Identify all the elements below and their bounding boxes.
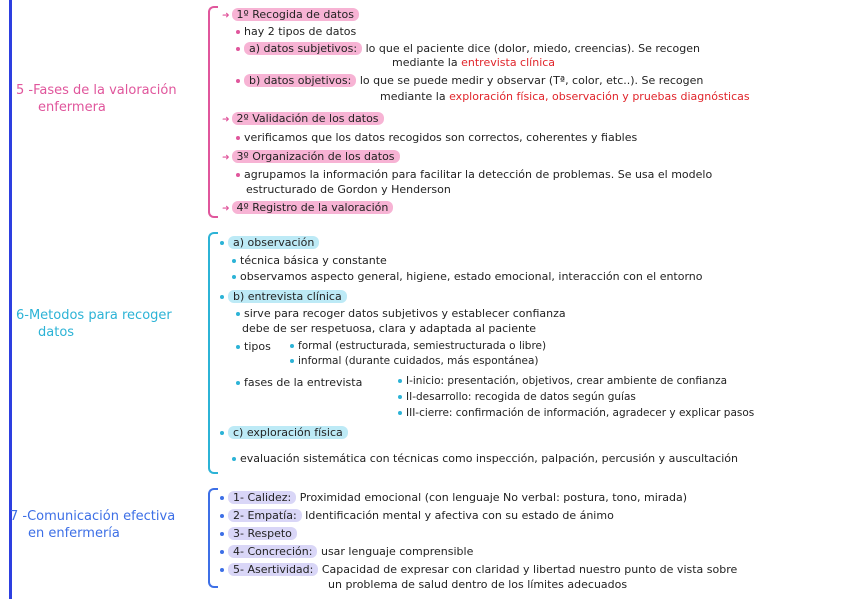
section-6-title-line2: datos xyxy=(38,325,75,340)
tipo-formal: formal (estructurada, semiestructurada o libre) xyxy=(290,339,546,353)
comm-item-5-line2: un problema de salud dentro de los límites adecuados xyxy=(328,578,628,591)
comm-item-2: 2- Empatía: Identificación mental y afectiva con su estado de ánimo xyxy=(220,509,614,523)
phase-4-heading: ➜ 4º Registro de la valoración xyxy=(222,201,393,216)
method-b-fases: fases de la entrevista xyxy=(236,376,362,390)
section-5-title-line1: 5 -Fases de la valoración xyxy=(16,83,177,98)
phase-1-line: hay 2 tipos de datos xyxy=(236,25,356,39)
comm-item-5: 5- Asertividad: Capacidad de expresar con claridad y libertad nuestro punto de vista sobre xyxy=(220,563,737,577)
comm-item-3: 3- Respeto xyxy=(220,527,297,541)
fase-cierre: III-cierre: confirmación de información, agradecer y explicar pasos xyxy=(398,406,754,420)
section-7-title-line2: en enfermería xyxy=(28,526,120,541)
section-6-title-line1: 6-Metodos para recoger xyxy=(16,308,172,323)
objective-data: b) datos objetivos: lo que se puede medir y observar (Tª, color, etc..). Se recogen xyxy=(236,74,703,88)
fase-desarrollo: II-desarrollo: recogida de datos según guías xyxy=(398,390,636,404)
comm-item-1: 1- Calidez: Proximidad emocional (con lenguaje No verbal: postura, tono, mirada) xyxy=(220,491,687,505)
subjective-data: a) datos subjetivos: lo que el paciente dice (dolor, miedo, creencias). Se recogen xyxy=(236,42,700,56)
phase-3-heading: ➜ 3º Organización de los datos xyxy=(222,150,400,165)
phase-2-heading: ➜ 2º Validación de los datos xyxy=(222,112,384,127)
method-c-line1: evaluación sistemática con técnicas como inspección, palpación, percusión y auscultación xyxy=(232,452,738,466)
method-a-heading: a) observación xyxy=(220,236,319,250)
section-7-title xyxy=(10,508,175,542)
method-a-line2: observamos aspecto general, higiene, estado emocional, interacción con el entorno xyxy=(232,270,703,284)
phase-1-heading: ➜ 1º Recogida de datos xyxy=(222,8,359,23)
phase-2-line: verificamos que los datos recogidos son correctos, coherentes y fiables xyxy=(236,131,637,145)
method-a-line1: técnica básica y constante xyxy=(232,254,387,268)
fase-inicio: I-inicio: presentación, objetivos, crear ambiente de confianza xyxy=(398,374,727,388)
section-7-brace xyxy=(208,488,218,588)
section-7-title-line1: 7 -Comunicación efectiva xyxy=(10,509,176,524)
method-b-heading: b) entrevista clínica xyxy=(220,290,347,304)
phase-3-line2: estructurado de Gordon y Henderson xyxy=(246,183,451,196)
tipo-informal: informal (durante cuidados, más espontánea) xyxy=(290,354,539,368)
section-5-title xyxy=(16,82,177,116)
section-6-title xyxy=(16,307,172,341)
section-5-title-line2: enfermera xyxy=(38,100,106,115)
section-5-brace xyxy=(208,6,218,218)
phase-3-line: agrupamos la información para facilitar la detección de problemas. Se usa el modelo xyxy=(236,168,712,182)
method-b-line1: sirve para recoger datos subjetivos y establecer confianza xyxy=(236,307,566,321)
comm-item-4: 4- Concreción: usar lenguaje comprensible xyxy=(220,545,473,559)
method-b-line2: debe de ser respetuosa, clara y adaptada al paciente xyxy=(242,322,537,335)
method-c-heading: c) exploración física xyxy=(220,426,348,440)
subjective-data-line2: mediante la entrevista clínica xyxy=(392,56,556,69)
section-6-brace xyxy=(208,232,218,474)
objective-data-line2: mediante la exploración física, observación y pruebas diagnósticas xyxy=(380,90,750,103)
method-b-tipos: tipos xyxy=(236,340,271,354)
